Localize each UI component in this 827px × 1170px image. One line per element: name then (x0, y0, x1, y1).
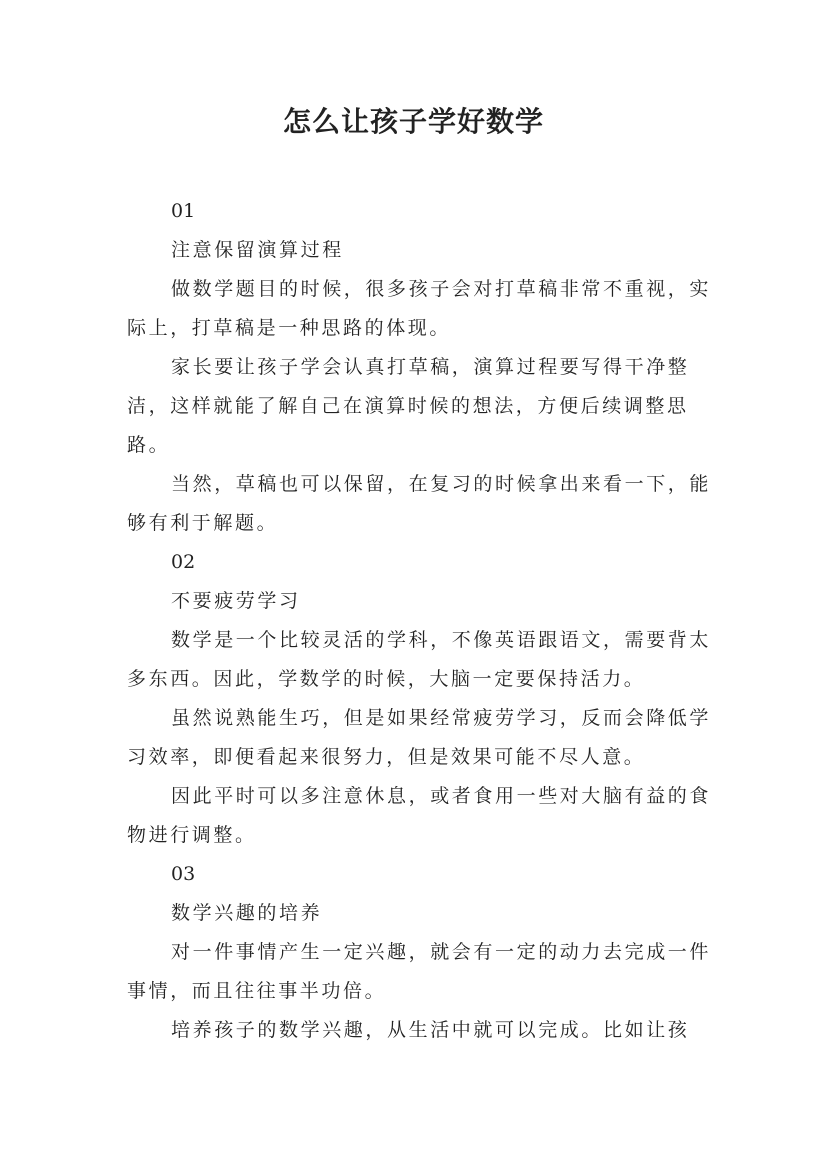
section-number: 02 (171, 551, 196, 573)
section-heading: 数学兴趣的培养 (171, 902, 323, 924)
paragraph: 做数学题目的时候，很多孩子会对打草稿非常不重视，实际上，打草稿是一种思路的体现。 (127, 278, 712, 339)
paragraph: 培养孩子的数学兴趣，从生活中就可以完成。比如让孩 (171, 1019, 690, 1041)
section-heading: 不要疲劳学习 (171, 590, 301, 612)
paragraph: 虽然说熟能生巧，但是如果经常疲劳学习，反而会降低学习效率，即便看起来很努力，但是效果可能不尽人意。 (127, 707, 712, 768)
section-number: 01 (171, 200, 196, 222)
paragraph: 对一件事情产生一定兴趣，就会有一定的动力去完成一件事情，而且往往事半功倍。 (127, 941, 712, 1002)
paragraph: 数学是一个比较灵活的学科，不像英语跟语文，需要背太多东西。因此，学数学的时候，大脑一定要保持活力。 (127, 629, 712, 690)
document-body (127, 192, 712, 1050)
paragraph: 家长要让孩子学会认真打草稿，演算过程要写得干净整洁，这样就能了解自己在演算时候的想法，方便后续调整思路。 (127, 356, 690, 456)
paragraph: 当然，草稿也可以保留，在复习的时候拿出来看一下，能够有利于解题。 (127, 473, 712, 534)
section-heading: 注意保留演算过程 (171, 239, 344, 261)
section-number: 03 (171, 863, 196, 885)
document-title: 怎么让孩子学好数学 (282, 105, 544, 138)
paragraph: 因此平时可以多注意休息，或者食用一些对大脑有益的食物进行调整。 (127, 785, 712, 846)
